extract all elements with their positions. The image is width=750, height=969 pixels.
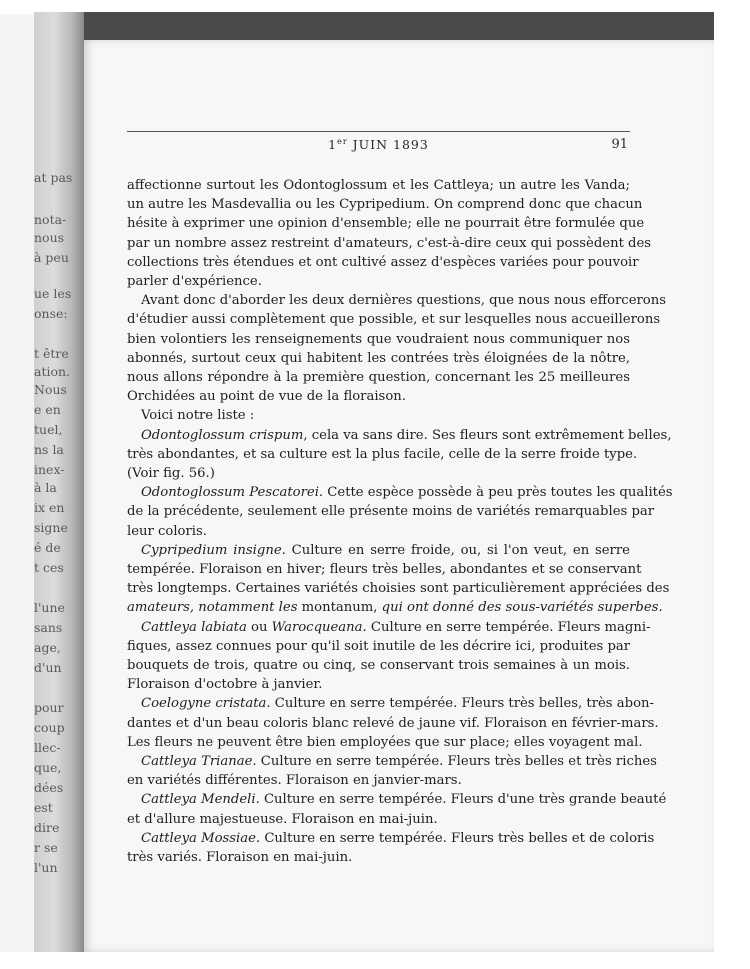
text-line [127,330,630,349]
previous-page-fragment: l'une [34,600,65,615]
text-line [141,694,654,713]
text-line [127,368,630,387]
text-run: Avant donc d'aborder les deux dernières questions, que nous nous efforcerons [141,293,667,309]
text-line [127,522,630,541]
text-run: . Culture en serre tempérée. Fleurs d'une très grande beauté [255,792,667,808]
previous-page-fragment: signe [34,520,68,535]
text-line [127,579,670,598]
text-run: affectionne surtout les Odontoglossum et les Cattleya; un autre les Vanda; [127,178,630,193]
text-run: Orchidées au point de vue de la floraison. [127,389,406,405]
previous-page-fragment: é de [34,540,61,555]
text-line [127,810,630,829]
text-run: tempérée. Floraison en hiver; fleurs très belles, abondantes et se conservant [127,562,642,577]
text-run: collections très étendues et ont cultivé assez d'espèces variées pour pouvoir [127,254,639,270]
species-name: Cattleya labiata [141,619,247,635]
scan-right-margin [714,12,750,969]
previous-page-fragment: e en [34,402,61,417]
text-line [127,598,663,617]
text-line [141,426,672,445]
text-run: Les fleurs ne peuvent être bien employées que sur place; elles voyagent mal. [127,734,643,750]
species-name: Coelogyne cristata [141,696,267,712]
previous-page-fragment: t ces [34,560,64,575]
text-run: d'étudier aussi complètement que possible, et sur lesquelles nous accueillerons [127,312,661,328]
text-run: . Culture en serre tempérée. Fleurs magni- [362,619,651,635]
previous-page-fragment: nous [34,230,65,245]
scan-bottom-margin [0,952,750,969]
previous-page-fragment: age, [34,640,61,655]
previous-page-fragment: que, [34,760,62,775]
previous-page-fragment: ation. [34,364,71,379]
text-run: très variés. Floraison en mai-juin. [127,850,353,865]
species-name: Odontoglossum Pescatorei [141,485,319,501]
text-line [127,675,630,694]
previous-page-fragment: at pas [34,170,73,185]
text-line [127,656,630,675]
text-line [127,310,661,329]
previous-page-fragment: ue les [34,286,72,301]
previous-page-fragment: ix en [34,500,65,515]
species-name: Odontoglossum crispum [141,427,304,443]
text-run: par un nombre assez restreint d'amateurs, c'est-à-dire ceux qui possèdent des [127,235,652,251]
text-run: ou [246,619,272,635]
text-run: dantes et d'un beau coloris blanc relevé de jaune vif. Floraison en février-mars. [127,715,659,731]
text-run: en variétés différentes. Floraison en janvier-mars. [127,773,462,789]
previous-page-fragment: à la [34,480,57,495]
text-run: bien volontiers les renseignements que voudraient nous communiquer nos [127,331,630,347]
text-line [127,272,630,291]
previous-page-fragment: tuel, [34,422,63,437]
text-line [127,714,659,733]
text-run: . Culture en serre tempérée. Fleurs très belles et de coloris [255,830,655,846]
text-run: montanum, [301,600,378,616]
text-line [127,464,630,483]
text-run: . Culture en serre froide, ou, si l'on veut, en serre [281,542,630,558]
species-name: amateurs, notamment les [127,600,302,616]
previous-page-fragment: à peu [34,250,69,265]
previous-page-fragment: llec- [34,740,61,755]
species-name: Cattleya Mendeli [141,792,256,808]
text-line [141,291,667,310]
previous-page-fragment: ns la [34,442,64,457]
text-line [127,387,630,406]
text-run: leur coloris. [127,523,207,539]
text-line [141,618,651,637]
running-head-date: 1er JUIN 1893 [328,137,429,152]
text-run: (Voir fig. 56.) [127,466,215,481]
text-line [141,790,667,809]
previous-page-fragment: Nous [34,382,67,397]
running-head [127,137,630,153]
text-line [127,176,630,195]
previous-page-fragment: dire [34,820,60,835]
text-run: Voici notre liste : [141,408,255,424]
text-run: abonnés, surtout ceux qui habitent les contrées très éloignées de la nôtre, [127,350,630,366]
text-line [127,560,642,579]
text-line [127,195,643,214]
header-rule [127,131,630,132]
species-name: Cattleya Trianae [141,754,253,769]
text-line [141,541,630,560]
text-line [141,752,657,771]
species-name: qui ont donné des sous-variétés superbes. [377,600,663,616]
species-name: Cattleya Mossiae [141,830,256,846]
previous-page-fragment: est [34,800,53,815]
text-line [127,771,630,790]
text-run: fiques, assez connues pour qu'il soit inutile de les décrire ici, produites par [127,638,631,654]
text-run: hésite à exprimer une opinion d'ensemble; elle ne pourrait être formulée que [127,216,645,232]
previous-page-fragment: inex- [34,462,65,477]
previous-page-fragment: pour [34,700,64,715]
text-line [127,733,643,752]
previous-page-fragment: dées [34,780,64,795]
text-line [127,502,655,521]
previous-page-fragment: r se [34,840,58,855]
text-run: un autre les Masdevallia ou les Cypripedium. On comprend donc que chacun [127,197,643,213]
text-run: bouquets de trois, quatre ou cinq, se conservant trois semaines à un mois. [127,658,630,673]
previous-page-fragment: onse: [34,306,68,321]
text-run: très abondantes, et sa culture est la plus facile, celle de la serre froide type. [127,446,638,462]
text-line [127,253,639,272]
text-run: nous allons répondre à la première question, concernant les 25 meilleures [127,370,630,385]
text-line [141,829,655,848]
previous-page-fragment: coup [34,720,65,735]
text-run: très longtemps. Certaines variétés choisies sont particulièrement appréciées des [127,581,670,597]
species-name: Cypripedium insigne [141,542,282,558]
previous-page-fragment: d'un [34,660,62,675]
previous-page-fragment: l'un [34,860,58,875]
page-number: 91 [611,137,628,152]
species-name: Warocqueana [271,619,363,635]
text-run: . Culture en serre tempérée. Fleurs très belles, très abon- [266,696,654,712]
previous-page-fragment: nota- [34,212,67,227]
text-line [127,214,645,233]
previous-page-text [34,150,84,910]
text-line [127,848,630,867]
text-run: de la précédente, seulement elle présente moins de variétés remarquables par [127,504,655,520]
text-run: . Culture en serre tempérée. Fleurs très belles et très riches [252,754,657,769]
previous-page-fragment: sans [34,620,63,635]
text-run: Floraison d'octobre à janvier. [127,677,323,693]
text-line [141,406,630,425]
text-line [127,445,638,464]
text-line [141,483,673,502]
previous-page-fragment: t être [34,346,69,361]
text-run: parler d'expérience. [127,274,262,289]
text-line [127,637,630,656]
text-run: , cela va sans dire. Ses fleurs sont extrêmement belles, [303,427,672,443]
text-run: et d'allure majestueuse. Floraison en mai-juin. [127,811,438,827]
text-line [127,234,652,253]
text-run: . Cette espèce possède à peu près toutes les qualités [318,485,673,501]
text-line [127,349,630,368]
